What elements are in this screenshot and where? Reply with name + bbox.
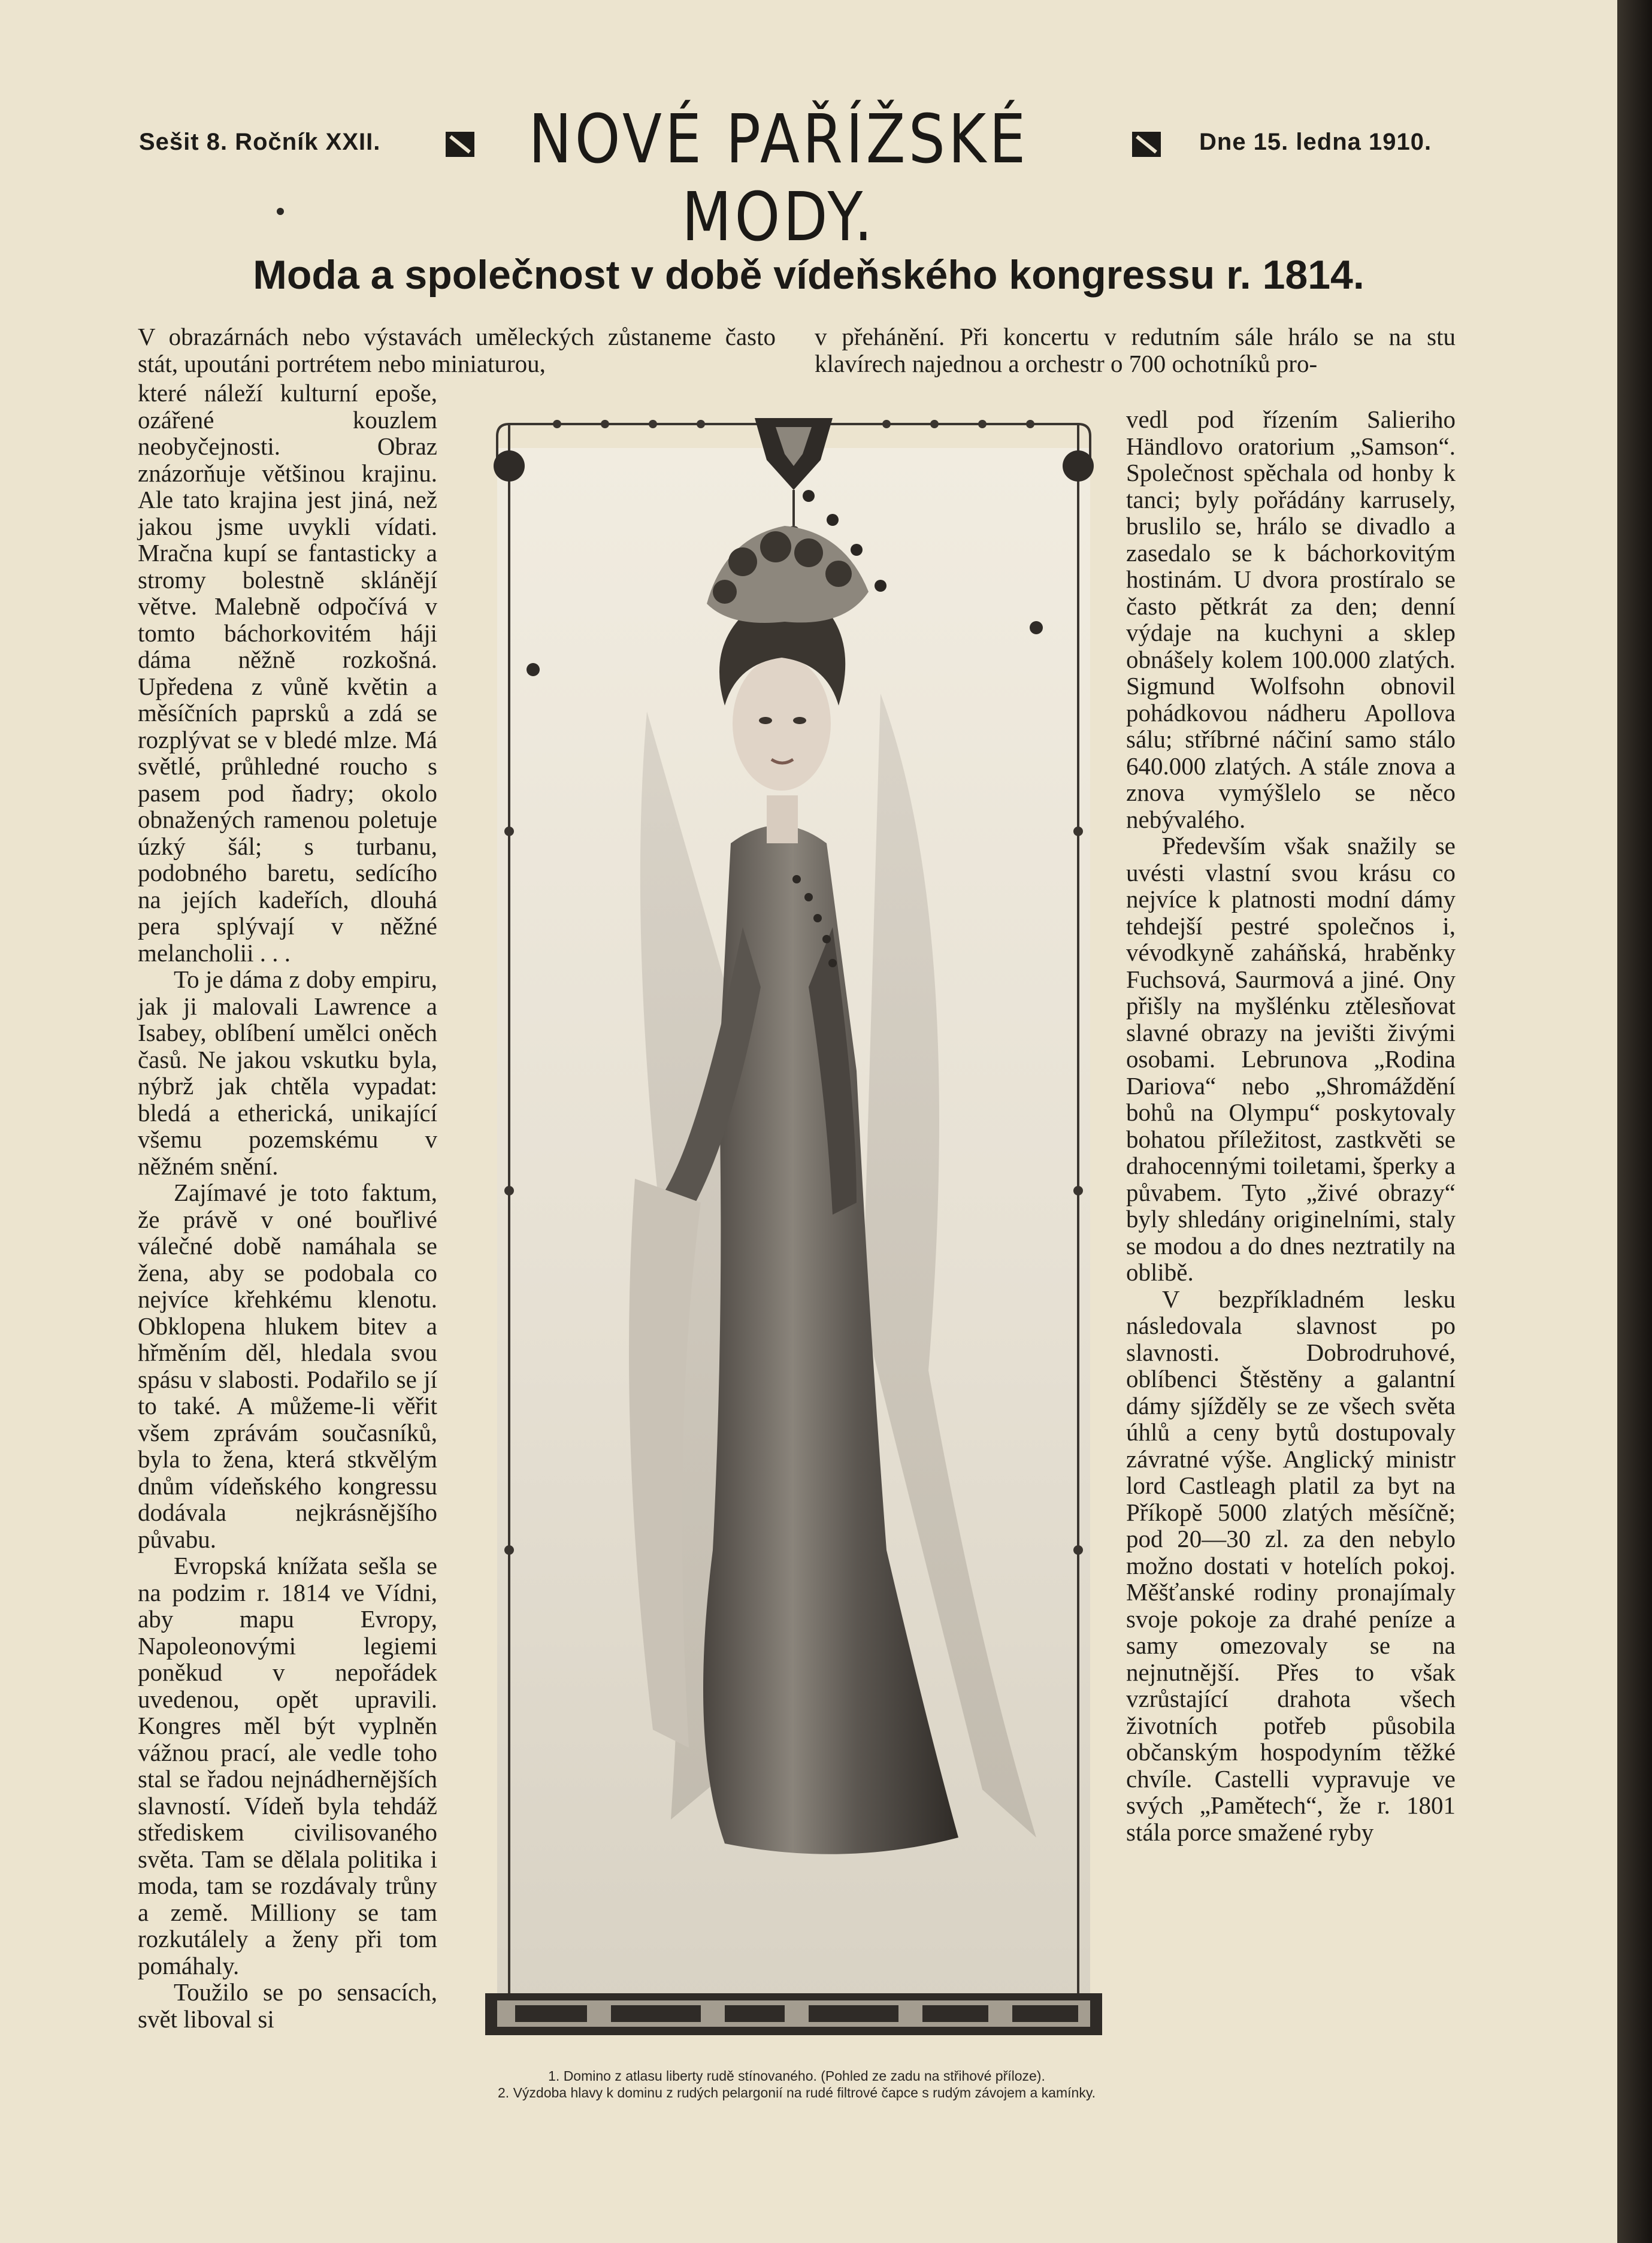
paragraph: Zajímavé je toto faktum, že právě v oné bouřlivé válečné době namáhala se žena, aby se podobala co nejvíce křehkému klenotu. Obklopena hlukem bitev a hřměním děl, hledala svou spásu v slabosti. Podařilo se jí to také. A můžeme-li věřit všem zprávám současníků, byla to žena, která stkvělým dnům vídeňského kongressu dodávala nejkrásnějšího půvabu. (138, 1179, 437, 1553)
intro-text-left: V obrazárnách nebo výstavách uměleckých zůstaneme často stát, upoutáni portrétem nebo miniaturou, (138, 323, 776, 377)
scan-edge (1617, 0, 1652, 2243)
caption-line: 2. Výzdoba hlavy k dominu z rudých pelargonií na rudé filtrové čapce s rudým závojem a kamínky. (498, 2085, 1096, 2100)
paragraph: Toužilo se po sensacích, svět liboval si (138, 1978, 437, 2033)
paragraph: V bezpříkladném lesku následovala slavnost po slavnosti. Dobrodruhové, oblíbenci Štěstěny a galantní dámy sjížděly se ze všech světa úhlů a ceny bytů dostupovaly závratné výše. Anglický ministr lord Castleagh platil za byt na Příkopě 5000 zlatých měsíčně; pod 20—30 zl. za den nebylo možno dostati v hotelích pokoj. Měšťanské rodiny pronajímaly svoje pokoje za drahé peníze a samy omezovaly se na nejnutnější. Přes to však vzrůstající drahota všech životních potřeb působila občanským hospodyním těžké chvíle. Castelli vypravuje ve svých „Pamětech“, že r. 1801 stála porce smažené ryby (1126, 1285, 1456, 1846)
paragraph: Především však snažily se uvésti vlastní svou krásu co nejvíce k platnosti modní dámy tehdejší pestré společnos i, vévodkyně zaháňská, hraběnky Fuchsová, Saurmová a jiné. Ony přišly na myšlénku ztělesňovat slavné obrazy na jevišti živými osobami. Lebrunova „Rodina Dariova“ nebo „Shromáždění bohů na Olympu“ poskytovaly bohatou příležitost, zastkvěti se drahocennými toiletami, šperky a půvabem. Tyto „živé obrazy“ byly shledány originelními, staly se modou a do dnes neztratily na oblibě. (1126, 832, 1456, 1286)
article-title: Moda a společnost v době vídeňského kongressu r. 1814. (253, 252, 1364, 298)
masthead-title: NOVÉ PAŘÍŽSKÉ MODY. (528, 101, 1029, 256)
left-column (138, 380, 437, 2032)
print-speck (277, 208, 284, 215)
issue-date: Dne 15. ledna 1910. (1199, 129, 1432, 155)
paragraph: To je dáma z doby empiru, jak ji malovali Lawrence a Isabey, oblíbení umělci oněch časů. Ne jakou vskutku byla, nýbrž jak chtěla vypadat: bledá a etherická, unikající všemu pozemskému v něžném snění. (138, 965, 437, 1180)
paragraph: vedl pod řízením Salieriho Händlovo oratorium „Samson“. Společnost spěchala od honby k tanci; byly pořádány karrusely, bruslilo se, hrálo se divadlo a zasedalo se k báchorkovitým hostinám. U dvora prostíralo se často pětkrát za den; denní výdaje na kuchyni a sklep obnášely kolem 100.000 zlatých. Sigmund Wolfsohn obnovil pohádkovou nádheru Apollova sálu; stříbrné náčiní samo stálo 640.000 zlatých. A stále znova a znova vymýšlelo se něco nebývalého. (1126, 405, 1456, 833)
paragraph: které náleží kulturní epoše, ozářené kouzlem neobyčejnosti. Obraz znázorňuje většinou krajinu. Ale tato krajina jest jiná, než jakou jsme uvykli vídati. Mračna kupí se fantasticky a stromy bolestně sklánějí větve. Malebně odpočívá v tomto báchorkovitém háji dáma něžně rozkošná. Upředena z vůně květin a měsíčních paprsků a zdá se rozplývat se v bledé mlze. Má světlé, průhledné roucho s pasem pod ňadry; okolo obnažených ramenou poletuje úzký šál; s turbanu, podobného baretu, sedícího na jejích kadeřích, dlouhá pera splývají v něžné melancholii . . . (138, 379, 437, 967)
right-column (1126, 406, 1456, 1845)
caption-line: 1. Domino z atlasu liberty rudě stínovaného. (Pohled ze zadu na střihové příloze). (548, 2068, 1045, 2084)
intro-text-right: v přehánění. Při koncertu v redutním sále hrálo se na stu klavírech najednou a orchestr o 700 ochotníků pro- (815, 323, 1456, 377)
figure-caption (461, 2068, 1132, 2101)
paragraph: Evropská knížata sešla se na podzim r. 1814 ve Vídni, aby mapu Evropy, Napoleonovými legiemi poněkud v nepořádek uvedenou, opět upravili. Kongres měl být vyplněn vážnou prací, ale vedle toho stal se řadou nejnádhernějších slavností. Vídeň byla tehdáž střediskem civilisovaného světa. Tam se dělala politika i moda, tam se rozdávaly trůny a země. Milliony se tam rozkutálely a ženy při tom pomáhaly. (138, 1552, 437, 1979)
fashion-illustration (473, 412, 1114, 2053)
diamond-ornament-icon (1128, 128, 1164, 161)
diamond-ornament-icon (442, 128, 478, 161)
issue-info: Sešit 8. Ročník XXII. (139, 129, 381, 155)
